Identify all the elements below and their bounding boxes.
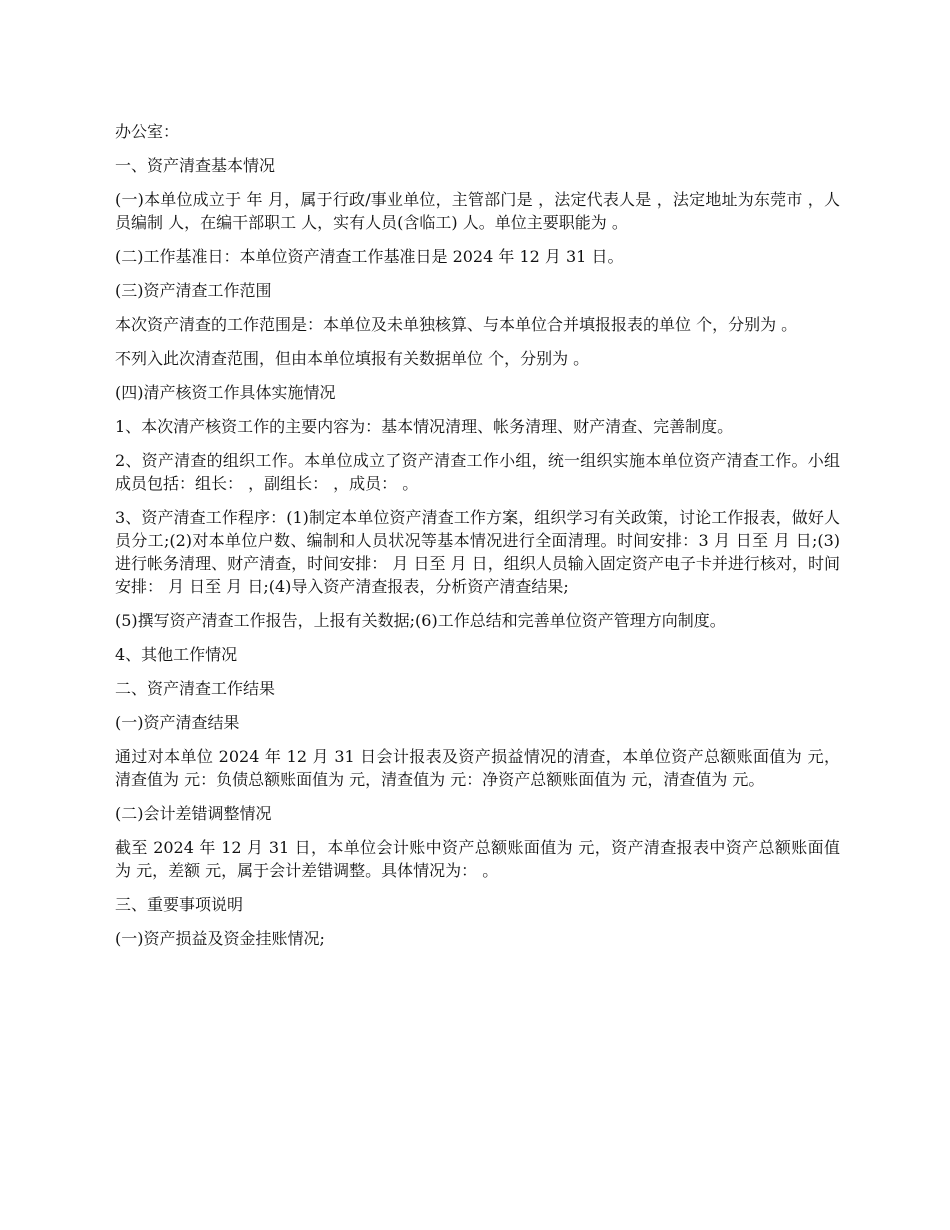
subheading-gains-losses: (一)资产损益及资金挂账情况; (115, 929, 325, 948)
section-heading-2: 二、资产清查工作结果 (115, 679, 276, 698)
paragraph-scope: 本次资产清查的工作范围是：本单位及未单独核算、与本单位合并填报报表的单位 个，分别为 。 (115, 315, 798, 334)
subheading-implementation: (四)清产核资工作具体实施情况 (115, 383, 336, 402)
document-body (115, 120, 840, 961)
salutation: 办公室： (115, 122, 180, 141)
paragraph-basic-info: (一)本单位成立于 年 月，属于行政/事业单位，主管部门是 ，法定代表人是 ，法定地址为东莞市 ，人员编制 人，在编干部职工 人，实有人员(含临工) 人。单位主要职能为 。 (115, 190, 840, 232)
paragraph-procedure-continued: (5)撰写资产清查工作报告，上报有关数据;(6)工作总结和完善单位资产管理方向制度。 (115, 611, 726, 630)
section-heading-3: 三、重要事项说明 (115, 895, 244, 914)
paragraph-main-content: 1、本次清产核资工作的主要内容为：基本情况清理、帐务清理、财产清查、完善制度。 (115, 417, 734, 436)
subheading-error-adjustment: (二)会计差错调整情况 (115, 804, 272, 823)
paragraph-other-work: 4、其他工作情况 (115, 645, 238, 664)
section-heading-1: 一、资产清查基本情况 (115, 156, 276, 175)
paragraph-error-adjustment: 截至 2024 年 12 月 31 日，本单位会计账中资产总额账面值为 元，资产清查报表中资产总额账面值为 元，差额 元，属于会计差错调整。具体情况为： 。 (115, 838, 840, 880)
paragraph-procedure: 3、资产清查工作程序：(1)制定本单位资产清查工作方案，组织学习有关政策，讨论工作报表，做好人员分工;(2)对本单位户数、编制和人员状况等基本情况进行全面清理。时间安排：3 月 日至 月 日;(3)进行帐务清理、财产清查，时间安排： 月 日至 月 日，组织人员输入固定资产电子卡并进行核对，时间安排： 月 日至 月 日;(4)导入资产清查报表，分析资产清查结果; (115, 508, 840, 596)
paragraph-organization: 2、资产清查的组织工作。本单位成立了资产清查工作小组，统一组织实施本单位资产清查工作。小组成员包括：组长： ，副组长： ，成员： 。 (115, 451, 840, 493)
paragraph-results: 通过对本单位 2024 年 12 月 31 日会计报表及资产损益情况的清查，本单位资产总额账面值为 元，清查值为 元：负债总额账面值为 元，清查值为 元：净资产总额账面值为 元，清查值为 元。 (115, 747, 840, 789)
paragraph-excluded-scope: 不列入此次清查范围，但由本单位填报有关数据单位 个，分别为 。 (115, 349, 590, 368)
paragraph-base-date: (二)工作基准日：本单位资产清查工作基准日是 2024 年 12 月 31 日。 (115, 247, 624, 266)
subheading-results: (一)资产清查结果 (115, 713, 240, 732)
subheading-scope: (三)资产清查工作范围 (115, 281, 272, 300)
